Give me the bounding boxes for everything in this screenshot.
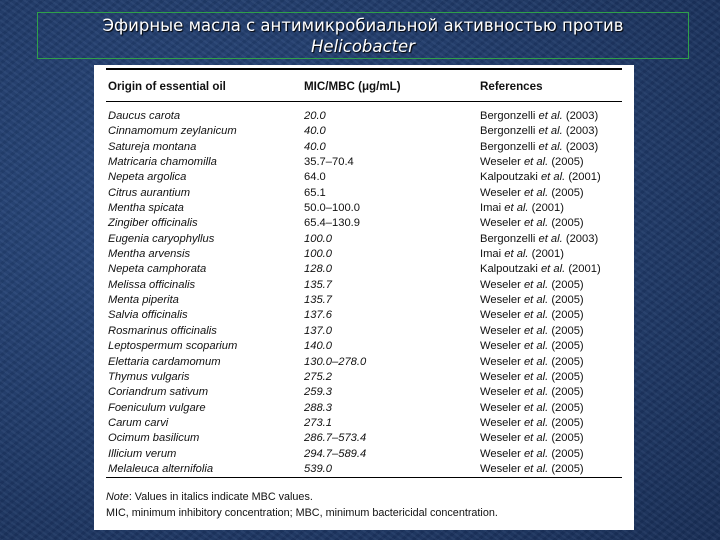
cell-origin: Zingiber officinalis [108, 217, 198, 230]
reference-year: (2001) [568, 171, 601, 184]
table-row [106, 140, 622, 155]
reference-year: (2005) [551, 294, 584, 307]
reference-author: Weseler [480, 217, 521, 230]
cell-mic-mbc: 65.1 [304, 186, 326, 199]
cell-reference [480, 447, 584, 462]
note-label: Note [106, 491, 129, 503]
cell-reference [480, 355, 584, 370]
cell-mic-mbc: 100.0 [304, 232, 332, 245]
reference-et-al: et al. [523, 386, 549, 399]
reference-et-al: et al. [523, 462, 549, 475]
reference-year: (2005) [551, 278, 584, 291]
cell-origin: Eugenia caryophyllus [108, 232, 215, 245]
table-bottom-rule [106, 477, 622, 478]
cell-reference [480, 124, 598, 139]
cell-reference [480, 324, 584, 339]
cell-mic-mbc: 35.7–70.4 [304, 156, 354, 169]
table-row [106, 170, 622, 185]
slide-title [37, 12, 689, 59]
cell-mic-mbc: 50.0–100.0 [304, 202, 360, 215]
cell-origin: Rosmarinus officinalis [108, 324, 217, 337]
header-origin: Origin of essential oil [108, 80, 226, 93]
reference-author: Weseler [480, 309, 521, 322]
reference-author: Bergonzelli [480, 232, 536, 245]
table-notes [106, 489, 622, 521]
cell-origin: Cinnamomum zeylanicum [108, 125, 237, 138]
table-header [106, 74, 622, 100]
reference-author: Weseler [480, 294, 521, 307]
table-row [106, 109, 622, 124]
cell-origin: Foeniculum vulgare [108, 401, 206, 414]
table-image [94, 65, 634, 530]
reference-et-al: et al. [523, 278, 549, 291]
cell-mic-mbc: 20.0 [304, 110, 326, 122]
table-row [106, 416, 622, 431]
cell-reference [480, 308, 584, 323]
cell-origin: Mentha spicata [108, 202, 184, 215]
reference-author: Weseler [480, 156, 521, 169]
reference-author: Weseler [480, 340, 521, 353]
reference-year: (2005) [551, 340, 584, 353]
reference-et-al: et al. [523, 447, 549, 460]
reference-year: (2001) [531, 248, 564, 261]
cell-reference [480, 232, 598, 247]
reference-et-al: et al. [504, 248, 529, 261]
table-row [106, 124, 622, 139]
table-row [106, 216, 622, 231]
reference-year: (2005) [551, 401, 584, 414]
reference-year: (2005) [551, 186, 584, 199]
reference-year: (2005) [551, 324, 584, 337]
table-header-rule [106, 101, 622, 102]
reference-et-al: et al. [523, 355, 549, 368]
table-row [106, 370, 622, 385]
reference-author: Weseler [480, 186, 521, 199]
table-row [106, 293, 622, 308]
table-row [106, 462, 622, 477]
reference-et-al: et al. [523, 432, 549, 445]
table-body [106, 109, 622, 477]
reference-et-al: et al. [523, 401, 549, 414]
reference-author: Weseler [480, 447, 521, 460]
cell-mic-mbc: 259.3 [304, 386, 332, 399]
note-text: : Values in italics indicate MBC values. [128, 491, 313, 503]
table-row [106, 355, 622, 370]
reference-et-al: et al. [523, 416, 549, 429]
reference-et-al: et al. [523, 309, 549, 322]
reference-year: (2005) [551, 386, 584, 399]
table-row [106, 324, 622, 339]
cell-reference [480, 170, 601, 185]
cell-origin: Matricaria chamomilla [108, 156, 217, 169]
reference-author: Weseler [480, 386, 521, 399]
reference-author: Weseler [480, 370, 521, 383]
cell-reference [480, 370, 584, 385]
reference-et-al: et al. [538, 110, 563, 122]
reference-et-al: et al. [523, 340, 549, 353]
reference-author: Weseler [480, 432, 521, 445]
header-mic-mbc: MIC/MBC (μg/mL) [304, 80, 401, 93]
cell-origin: Mentha arvensis [108, 248, 191, 261]
cell-reference [480, 216, 584, 231]
reference-author: Weseler [480, 324, 521, 337]
table-row [106, 201, 622, 216]
cell-reference [480, 140, 598, 155]
cell-origin: Citrus aurantium [108, 186, 191, 199]
reference-et-al: et al. [540, 171, 566, 184]
reference-year: (2005) [551, 309, 584, 322]
cell-reference [480, 385, 584, 400]
note-line [106, 489, 622, 505]
reference-et-al: et al. [523, 324, 549, 337]
reference-et-al: et al. [538, 232, 563, 245]
table-top-rule [106, 68, 622, 70]
cell-reference [480, 155, 584, 170]
cell-reference [480, 416, 584, 431]
reference-author: Weseler [480, 278, 521, 291]
cell-mic-mbc: 65.4–130.9 [304, 217, 360, 230]
table-row [106, 431, 622, 446]
reference-et-al: et al. [523, 156, 549, 169]
cell-mic-mbc: 137.0 [304, 324, 332, 337]
reference-author: Weseler [480, 416, 521, 429]
reference-author: Imai [480, 248, 502, 261]
reference-year: (2001) [531, 202, 564, 215]
cell-reference [480, 278, 584, 293]
cell-mic-mbc: 539.0 [304, 462, 332, 475]
cell-mic-mbc: 288.3 [304, 401, 332, 414]
cell-mic-mbc: 100.0 [304, 248, 332, 261]
reference-et-al: et al. [523, 217, 549, 230]
cell-origin: Ocimum basilicum [108, 432, 200, 445]
slide-title-line2: Helicobacter [311, 37, 415, 56]
cell-reference [480, 339, 584, 354]
reference-author: Imai [480, 202, 502, 215]
cell-mic-mbc: 130.0–278.0 [304, 355, 367, 368]
cell-origin: Carum carvi [108, 416, 169, 429]
reference-year: (2005) [551, 416, 584, 429]
table-row [106, 186, 622, 201]
cell-mic-mbc: 128.0 [304, 263, 332, 276]
reference-et-al: et al. [523, 370, 549, 383]
reference-year: (2001) [568, 263, 601, 276]
cell-origin: Satureja montana [108, 140, 197, 153]
table-row [106, 308, 622, 323]
table-row [106, 262, 622, 277]
reference-author: Bergonzelli [480, 110, 536, 122]
table-row [106, 232, 622, 247]
reference-year: (2003) [565, 110, 599, 122]
reference-author: Bergonzelli [480, 125, 536, 138]
cell-mic-mbc: 275.2 [304, 370, 332, 383]
cell-origin: Thymus vulgaris [108, 370, 190, 383]
table-row [106, 401, 622, 416]
reference-year: (2005) [551, 355, 584, 368]
reference-year: (2005) [551, 217, 584, 230]
reference-year: (2005) [551, 156, 584, 169]
cell-mic-mbc: 286.7–573.4 [304, 432, 367, 445]
reference-et-al: et al. [538, 125, 563, 138]
cell-reference [480, 186, 584, 201]
reference-year: (2005) [551, 432, 584, 445]
cell-origin: Salvia officinalis [108, 309, 188, 322]
reference-et-al: et al. [540, 263, 566, 276]
cell-mic-mbc: 140.0 [304, 340, 332, 353]
cell-mic-mbc: 40.0 [304, 125, 326, 138]
reference-author: Kalpoutzaki [480, 171, 538, 184]
abbrev-line: MIC, minimum inhibitory concentration; MBC, minimum bactericidal concentration. [106, 507, 498, 519]
cell-reference [480, 401, 584, 416]
cell-origin: Daucus carota [108, 110, 181, 122]
cell-reference [480, 262, 601, 277]
table-row [106, 339, 622, 354]
reference-year: (2005) [551, 462, 584, 475]
reference-year: (2005) [551, 370, 584, 383]
table-row [106, 385, 622, 400]
cell-origin: Nepeta argolica [108, 171, 187, 184]
cell-mic-mbc: 294.7–589.4 [304, 447, 367, 460]
cell-mic-mbc: 135.7 [304, 278, 332, 291]
cell-origin: Nepeta camphorata [108, 263, 207, 276]
header-references: References [480, 80, 543, 93]
slide-title-line1: Эфирные масла с антимикробиальной активностью против [102, 16, 624, 35]
reference-et-al: et al. [504, 202, 529, 215]
reference-et-al: et al. [523, 186, 549, 199]
reference-year: (2003) [565, 125, 599, 138]
cell-reference [480, 247, 564, 262]
reference-et-al: et al. [523, 294, 549, 307]
cell-reference [480, 201, 564, 216]
table-row [106, 278, 622, 293]
table-row [106, 247, 622, 262]
reference-author: Weseler [480, 401, 521, 414]
cell-origin: Melissa officinalis [108, 278, 196, 291]
cell-mic-mbc: 64.0 [304, 171, 326, 184]
reference-year: (2003) [565, 232, 599, 245]
cell-origin: Leptospermum scoparium [108, 340, 238, 353]
reference-author: Weseler [480, 462, 521, 475]
cell-mic-mbc: 40.0 [304, 140, 326, 153]
cell-reference [480, 109, 598, 124]
cell-origin: Illicium verum [108, 447, 177, 460]
cell-reference [480, 293, 584, 308]
cell-reference [480, 431, 584, 446]
cell-reference [480, 462, 584, 477]
reference-author: Bergonzelli [480, 140, 536, 153]
cell-origin: Elettaria cardamomum [108, 355, 221, 368]
reference-year: (2003) [565, 140, 599, 153]
cell-origin: Melaleuca alternifolia [108, 462, 214, 475]
table-row [106, 447, 622, 462]
reference-author: Weseler [480, 355, 521, 368]
table-row [106, 155, 622, 170]
cell-origin: Coriandrum sativum [108, 386, 209, 399]
cell-mic-mbc: 135.7 [304, 294, 332, 307]
cell-mic-mbc: 137.6 [304, 309, 332, 322]
reference-year: (2005) [551, 447, 584, 460]
cell-mic-mbc: 273.1 [304, 416, 332, 429]
cell-origin: Menta piperita [108, 294, 179, 307]
reference-author: Kalpoutzaki [480, 263, 538, 276]
reference-et-al: et al. [538, 140, 563, 153]
